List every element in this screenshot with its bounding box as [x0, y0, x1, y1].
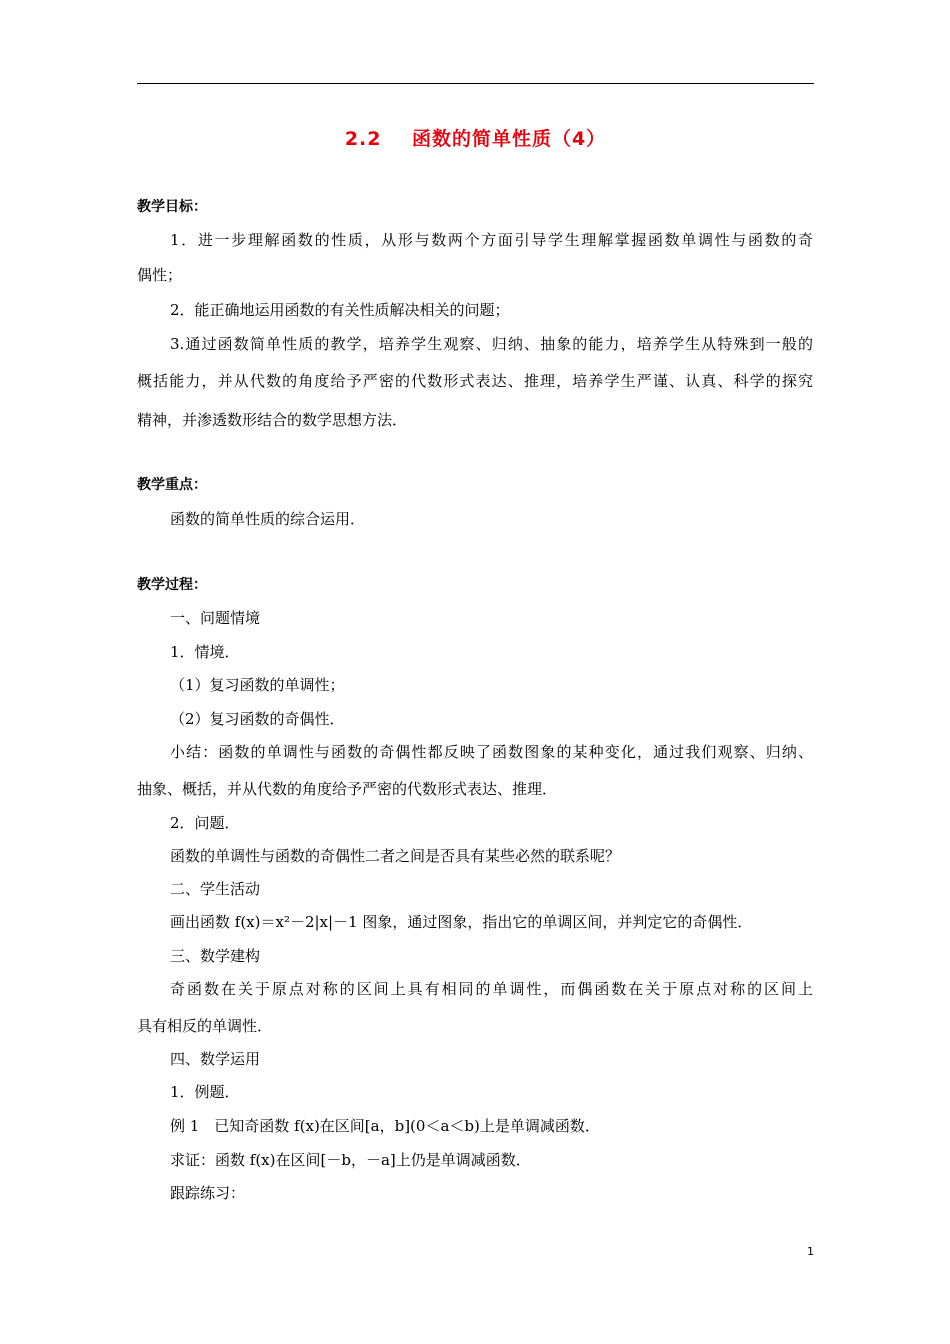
construct-line-2: 具有相反的单调性． — [137, 1017, 273, 1035]
example-1: 例 1 已知奇函数 f(x)在区间[a，b](0＜a＜b)上是单调减函数． — [170, 1117, 600, 1135]
construct-line-1: 奇函数在关于原点对称的区间上具有相同的单调性，而偶函数在关于原点对称的区间上 — [170, 980, 813, 998]
item-1-sub-1: （1）复习函数的单调性； — [170, 676, 345, 694]
key-points-heading: 教学重点： — [137, 477, 207, 493]
objective-3-line-2: 概括能力，并从代数的角度给予严密的代数形式表达、推理，培养学生严谨、认真、科学的探究 — [137, 372, 813, 390]
summary-line-1: 小结：函数的单调性与函数的奇偶性都反映了函数图象的某种变化，通过我们观察、归纳、 — [170, 743, 813, 761]
part-1-heading: 一、问题情境 — [170, 609, 261, 627]
summary-line-2: 抽象、概括，并从代数的角度给予严密的代数形式表达、推理． — [137, 780, 558, 798]
objective-1-line-2: 偶性； — [137, 266, 183, 284]
item-1-sub-2: （2）复习函数的奇偶性． — [170, 710, 345, 728]
part-3-heading: 三、数学建构 — [170, 947, 261, 965]
objective-1-line-1: 1．进一步理解函数的性质，从形与数两个方面引导学生理解掌握函数单调性与函数的奇 — [170, 231, 813, 249]
question-text: 函数的单调性与函数的奇偶性二者之间是否具有某些必然的联系呢？ — [170, 847, 621, 865]
part-4-heading: 四、数学运用 — [170, 1050, 261, 1068]
objective-3-line-3: 精神，并渗透数形结合的数学思想方法． — [137, 411, 408, 429]
example-heading: 1．例题． — [170, 1083, 240, 1101]
objective-3-line-1: 3.通过函数简单性质的教学，培养学生观察、归纳、抽象的能力，培养学生从特殊到一般的 — [170, 335, 813, 353]
practice-heading: 跟踪练习： — [170, 1184, 246, 1202]
key-points-text: 函数的简单性质的综合运用． — [170, 510, 366, 528]
header-rule — [137, 83, 814, 84]
page-number: 1 — [807, 1245, 814, 1258]
item-2-question: 2．问题． — [170, 814, 240, 832]
part-2-heading: 二、学生活动 — [170, 880, 261, 898]
proof-statement: 求证：函数 f(x)在区间[－b，－a]上仍是单调减函数． — [170, 1151, 531, 1169]
process-heading: 教学过程： — [137, 577, 207, 593]
objective-2: 2．能正确地运用函数的有关性质解决相关的问题； — [170, 301, 510, 319]
objectives-heading: 教学目标： — [137, 199, 207, 215]
activity-text: 画出函数 f(x)＝x²－2|x|－1 图象，通过图象，指出它的单调区间，并判定它的奇偶性． — [170, 913, 753, 931]
page-title: 2.2 函数的简单性质（4） — [344, 128, 607, 150]
item-1-situation: 1．情境． — [170, 643, 240, 661]
